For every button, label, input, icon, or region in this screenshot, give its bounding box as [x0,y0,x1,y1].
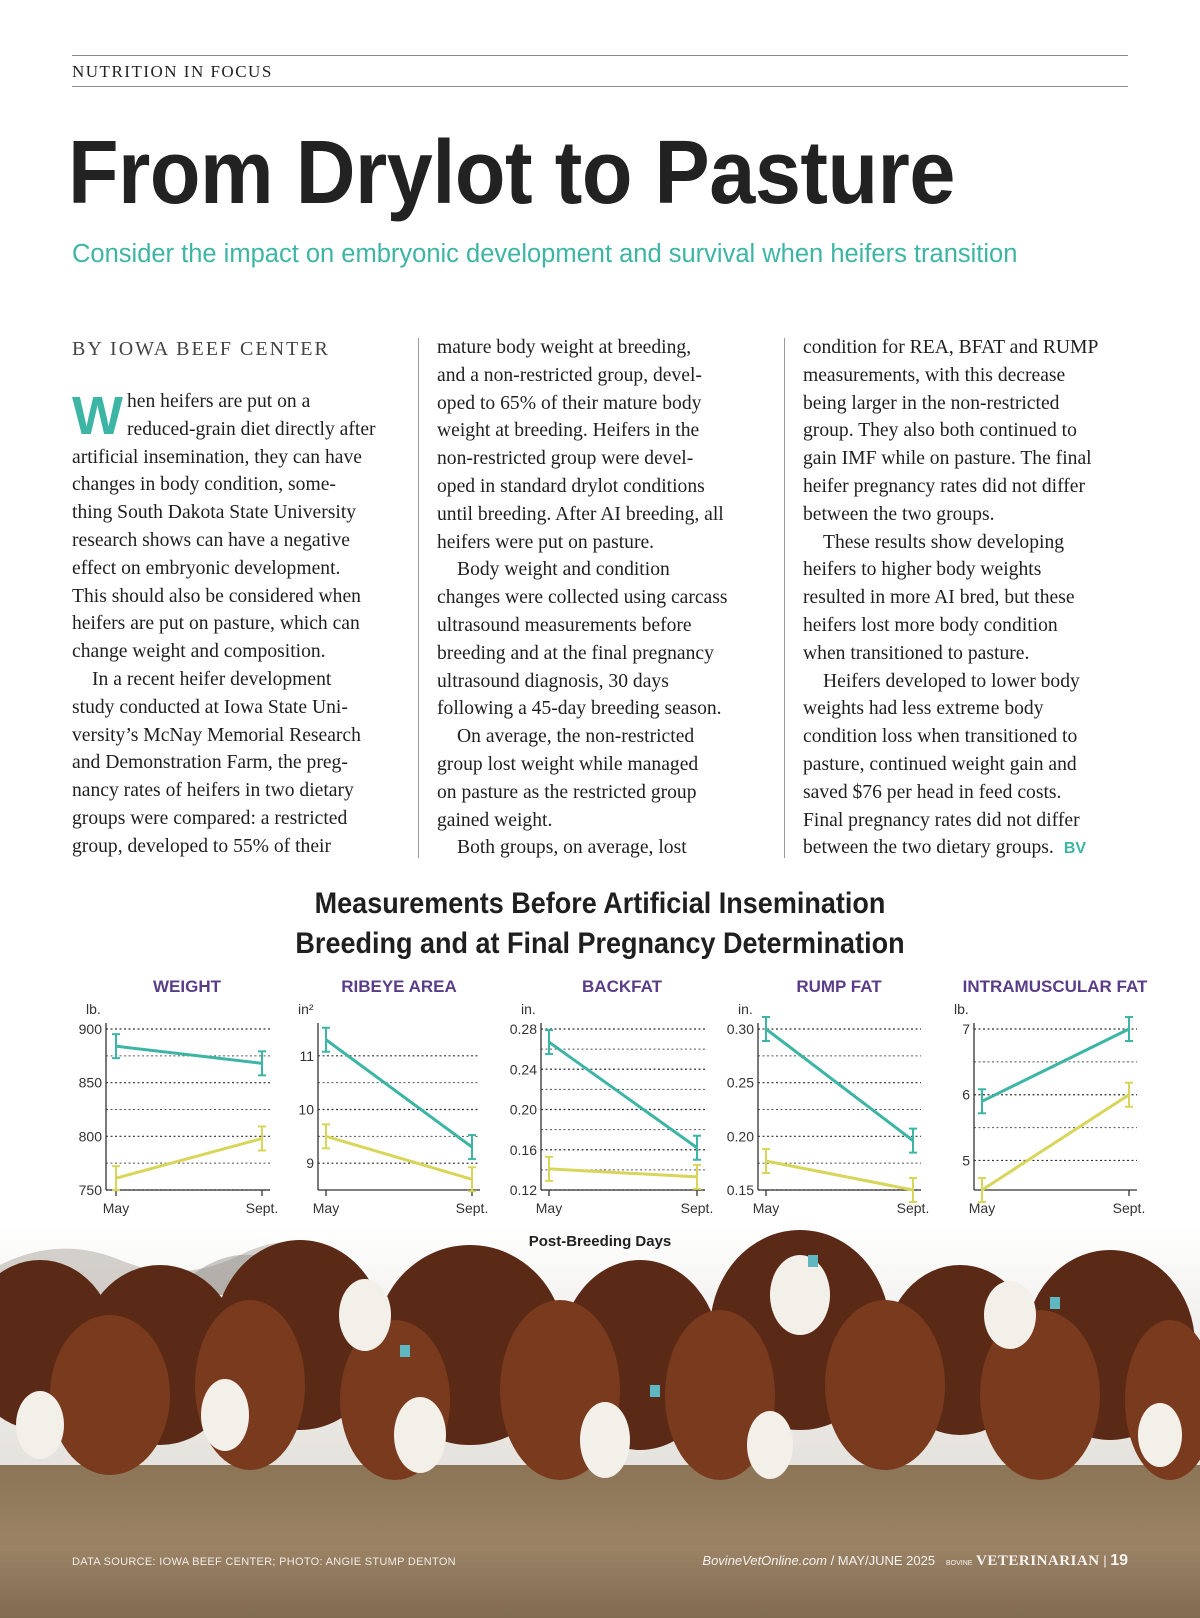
footer-issue: MAY/JUNE 2025 [837,1553,936,1568]
chart-panel-title: INTRAMUSCULAR FAT [962,977,1148,996]
top-rule [72,55,1128,56]
y-tick-label: 0.20 [726,1128,754,1145]
body-text-line: Final pregnancy rates did not differ [803,809,1080,831]
y-tick-label: 0.28 [509,1021,537,1037]
article-column-2 [437,334,767,862]
x-axis-title: Post-Breeding Days [528,1233,672,1250]
small-multiple-chart [954,977,1148,1216]
body-text-line: until breeding. After AI breeding, all [437,503,724,525]
body-text-line: oped to 65% of their mature body [437,392,702,414]
footer-separator [939,1553,943,1568]
body-text-line: Heifers developed to lower body [823,670,1080,692]
body-text-line: when transitioned to pasture. [803,642,1030,664]
y-tick-label: 850 [78,1074,102,1091]
section-rule [72,86,1128,87]
body-text-line: weight at breeding. Heifers in the [437,420,700,442]
body-text-line: On average, the non-restricted [457,726,695,748]
chart-title-line: Breeding and at Final Pregnancy Determination [295,927,905,960]
body-text-line: oped in standard drylot conditions [437,475,705,497]
body-text-line: changes were collected using carcass [437,587,728,609]
small-multiple-chart [727,977,930,1216]
y-tick-label: 5 [962,1152,970,1169]
x-tick-label: May [102,1200,130,1216]
body-text-line: following a 45-day breeding season. [437,698,722,720]
chart-panel-title: RIBEYE AREA [341,977,457,996]
x-tick-label: May [535,1200,563,1216]
x-tick-label: Sept. [455,1200,489,1216]
chart-panel-title: WEIGHT [153,977,221,996]
body-text-line: gained weight. [437,809,553,831]
x-tick-label: May [752,1200,780,1216]
body-text-line: versity’s McNay Memorial Research [72,724,361,746]
y-tick-label: 750 [78,1182,102,1198]
body-text-line: resulted in more AI bred, but these [803,587,1075,609]
body-text-line: non-restricted group were devel- [437,448,694,470]
body-text-line: This should also be considered when [72,585,361,607]
body-text-line: group lost weight while managed [437,753,699,775]
body-text-line: condition loss when transitioned to [803,726,1078,748]
body-text-line: These results show developing [823,531,1065,553]
body-text-line: condition for REA, BFAT and RUMP [803,337,1099,358]
small-multiple-chart [298,977,488,1216]
body-text-line: reduced-grain diet directly after [126,418,376,440]
y-tick-label: 800 [78,1128,102,1145]
body-text-line: Body weight and condition [457,559,670,581]
x-tick-label: Sept. [680,1200,714,1216]
y-tick-label: 0.15 [726,1182,754,1198]
section-label: NUTRITION IN FOCUS [72,62,273,81]
x-tick-label: Sept. [896,1200,930,1216]
axis-unit-label: in. [521,1001,536,1017]
dropcap: W [72,386,123,446]
page-title: From Drylot to Pasture [68,123,956,223]
y-tick-label: 0.24 [509,1061,537,1078]
chart-title-line: Measurements Before Artificial Insemination [314,887,886,920]
y-tick-label: 7 [962,1021,970,1037]
body-text-line: Both groups, on average, lost [457,837,687,859]
body-text-line: being larger in the non-restricted [803,392,1060,414]
column-divider [418,338,419,858]
y-tick-label: 900 [78,1021,102,1037]
body-text-line: heifers lost more body condition [803,614,1058,636]
y-tick-label: 6 [962,1086,970,1103]
article-column-3 [803,334,1133,863]
body-text-line: hen heifers are put on a [126,391,311,412]
end-mark: BV [1063,840,1087,858]
footer-site[interactable]: BovineVetOnline.com [702,1553,827,1568]
y-tick-label: 0.20 [509,1101,537,1118]
chart-panel [0,970,1200,1260]
body-text-line: breeding and at the final pregnancy [437,642,714,664]
body-text-line: gain IMF while on pasture. The final [803,448,1092,470]
column-1-body [72,388,402,861]
body-text-line: saved $76 per head in feed costs. [803,781,1062,803]
body-text-line: on pasture as the restricted group [437,781,697,803]
y-tick-label: 11 [299,1047,314,1064]
data-source-credit: DATA SOURCE: IOWA BEEF CENTER; PHOTO: ANGIE STUMP DENTON [72,1556,456,1568]
body-text-line: between the two groups. [803,503,995,525]
body-text-line: research shows can have a negative [72,529,350,551]
body-text-line: study conducted at Iowa State Uni- [72,696,348,718]
body-text-line: between the two dietary groups. BV [803,837,1087,859]
body-text-line: artificial insemination, they can have [72,446,362,468]
body-text-line: and a non-restricted group, devel- [437,364,702,386]
body-text-line: heifers to higher body weights [803,559,1042,581]
body-text-line: ultrasound measurements before [437,614,692,636]
x-tick-label: May [312,1200,340,1216]
small-multiple-chart [510,977,714,1216]
small-multiple-chart [79,977,279,1216]
footer-magazine: VETERINARIAN [976,1553,1100,1569]
y-tick-label: 0.25 [726,1074,754,1091]
body-text-line: ultrasound diagnosis, 30 days [437,670,669,692]
body-text-line: mature body weight at breeding, [437,337,692,358]
body-text-line: change weight and composition. [72,641,326,663]
body-text-line: and Demonstration Farm, the preg- [72,752,348,774]
body-text-line: groups were compared: a restricted [72,807,348,829]
x-tick-label: May [968,1200,996,1216]
body-text-line: group. They also both continued to [803,420,1077,442]
y-tick-label: 0.30 [726,1021,754,1037]
footer-separator: | [1103,1553,1111,1568]
axis-unit-label: in. [738,1001,753,1017]
axis-unit-label: lb. [86,1001,101,1017]
footer-magazine-small: BOVINE [945,1560,973,1567]
body-text-line: weights had less extreme body [803,698,1044,720]
body-text-line: measurements, with this decrease [803,364,1066,386]
y-tick-label: 9 [306,1155,314,1172]
body-text-line: heifers are put on pasture, which can [72,613,360,635]
chart-title [60,884,1140,964]
body-text-line: thing South Dakota State University [72,502,357,524]
body-text-line: In a recent heifer development [92,668,332,690]
body-text-line: group, developed to 55% of their [72,835,332,857]
page-number: 19 [1110,1552,1128,1569]
footer-info [702,1552,1128,1570]
y-tick-label: 0.16 [509,1141,537,1158]
footer-separator: / [830,1553,838,1568]
body-text-line: heifer pregnancy rates did not differ [803,475,1085,497]
x-tick-label: Sept. [1112,1200,1146,1216]
axis-unit-label: lb. [954,1001,969,1017]
axis-unit-label: in² [298,1001,314,1017]
body-text-line: effect on embryonic development. [72,557,341,579]
body-text-line: changes in body condition, some- [72,474,336,496]
y-tick-label: 0.12 [509,1182,537,1198]
body-text-line: heifers were put on pasture. [437,531,655,553]
y-tick-label: 10 [298,1101,314,1118]
byline: BY IOWA BEEF CENTER [72,338,330,360]
body-text-line: nancy rates of heifers in two dietary [72,780,354,802]
chart-panel-title: BACKFAT [582,977,662,996]
column-divider [784,338,785,858]
body-text-line: pasture, continued weight gain and [803,753,1077,775]
x-tick-label: Sept. [245,1200,279,1216]
footer [0,1550,1200,1580]
subtitle: Consider the impact on embryonic development and survival when heifers transition [72,240,1018,268]
chart-panel-title: RUMP FAT [796,977,882,996]
article-column-1 [72,334,402,861]
